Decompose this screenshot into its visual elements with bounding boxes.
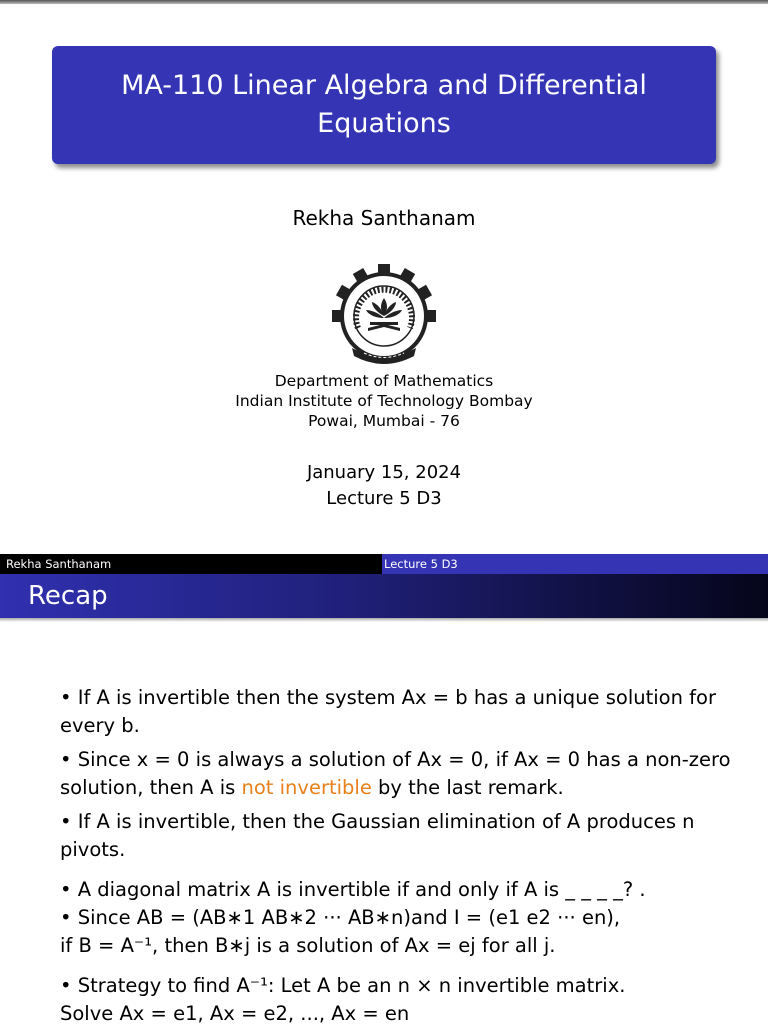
bullet-2-text-post: by the last remark. xyxy=(371,776,564,799)
not-invertible-highlight: not invertible xyxy=(241,776,372,799)
bullet-diagonal-matrix: • A diagonal matrix A is invertible if and only if A is _ _ _ _? . xyxy=(60,878,646,901)
author-name: Rekha Santhanam xyxy=(292,206,476,230)
address-line: Powai, Mumbai - 76 xyxy=(308,412,460,430)
frame-title-shadow xyxy=(0,618,768,622)
title-line-2: Equations xyxy=(317,108,451,139)
bullet-invertible-unique-solution: • If A is invertible then the system Ax = b has a unique solution for every b. xyxy=(60,686,716,737)
bullet-strategy-line-2: Solve Ax = e1, Ax = e2, ..., Ax = en xyxy=(60,1002,410,1025)
title-line-1: MA-110 Linear Algebra and Differential xyxy=(121,70,647,101)
recap-content xyxy=(60,684,760,1028)
top-rule xyxy=(0,0,768,4)
iit-bombay-logo-icon xyxy=(330,262,438,370)
frame-title: Recap xyxy=(0,574,768,618)
bullet-gaussian-pivots: • If A is invertible, then the Gaussian elimination of A produces n pivots. xyxy=(60,810,695,861)
date-line: January 15, 2024 xyxy=(306,462,462,483)
footer-lecture: Lecture 5 D3 xyxy=(382,554,768,574)
title-block xyxy=(52,46,716,164)
bullet-columns-line-1: • Since AB = (AB∗1 AB∗2 ··· AB∗n)and I = (e1 e2 ··· en), xyxy=(60,906,621,929)
date-block xyxy=(0,460,768,512)
bullet-nonzero-solution xyxy=(60,746,760,802)
bullet-strategy-line-1: • Strategy to find A⁻¹: Let A be an n × n invertible matrix. xyxy=(60,974,626,997)
department-line: Department of Mathematics xyxy=(274,372,494,390)
slide-footer xyxy=(0,554,768,574)
institute-line: Indian Institute of Technology Bombay xyxy=(235,392,533,410)
bullet-2-text-pre: • Since x = 0 is always a solution of Ax = 0, if Ax = 0 has a non-zero solution, then A is xyxy=(60,748,731,799)
institution-block xyxy=(0,371,768,431)
lecture-line: Lecture 5 D3 xyxy=(326,488,442,509)
bullet-columns-line-2: if B = A⁻¹, then B∗j is a solution of Ax = ej for all j. xyxy=(60,934,556,957)
footer-author: Rekha Santhanam xyxy=(0,554,382,574)
